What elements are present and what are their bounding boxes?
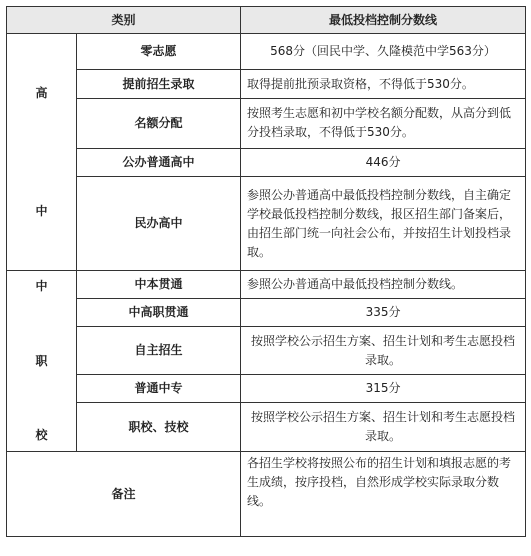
row-value: 取得提前批预录取资格，不得低于530分。 <box>241 70 526 99</box>
header-category: 类别 <box>7 7 241 34</box>
group-label-vocational <box>7 271 77 452</box>
table-row <box>7 148 526 177</box>
row-type-label: 中本贯通 <box>77 271 241 299</box>
remarks-row <box>7 452 526 537</box>
group-char: 中 <box>35 203 48 218</box>
group-char: 中 <box>35 279 48 293</box>
table-row <box>7 271 526 299</box>
row-value: 参照公办普通高中最低投档控制分数线。 <box>241 271 526 299</box>
remarks-value: 各招生学校将按照公布的招生计划和填报志愿的考生成绩，按序投档，自然形成学校实际录取分数线。 <box>241 452 526 537</box>
row-value: 446分 <box>241 148 526 177</box>
row-type-label: 普通中专 <box>77 375 241 403</box>
row-type-label: 自主招生 <box>77 327 241 375</box>
table-row <box>7 375 526 403</box>
row-type-label: 中高职贯通 <box>77 299 241 327</box>
row-type-label: 提前招生录取 <box>77 70 241 99</box>
group-char: 职 <box>35 353 48 368</box>
row-type-label: 公办普通高中 <box>77 148 241 177</box>
row-value: 按照考生志愿和初中学校名额分配数，从高分到低分投档录取，不得低于530分。 <box>241 99 526 149</box>
row-value: 参照公办普通高中最低投档控制分数线，自主确定学校最低投档控制分数线，报区招生部门备案后，由招生部门统一向社会公布，并按招生计划投档录取。 <box>241 177 526 271</box>
table-row <box>7 177 526 271</box>
row-type-label: 名额分配 <box>77 99 241 149</box>
row-value: 按照学校公示招生方案、招生计划和考生志愿投档录取。 <box>241 403 526 452</box>
table-row <box>7 99 526 149</box>
header-min-score: 最低投档控制分数线 <box>241 7 526 34</box>
row-type-label: 零志愿 <box>77 34 241 70</box>
table-header-row <box>7 7 526 34</box>
table-row <box>7 403 526 452</box>
row-type-label: 职校、技校 <box>77 403 241 452</box>
remarks-label: 备注 <box>7 452 241 537</box>
row-value: 568分（回民中学、久隆模范中学563分） <box>241 34 526 70</box>
row-value: 315分 <box>241 375 526 403</box>
table-row <box>7 327 526 375</box>
row-type-label: 民办高中 <box>77 177 241 271</box>
table-row <box>7 34 526 70</box>
row-value: 按照学校公示招生方案、招生计划和考生志愿投档录取。 <box>241 327 526 375</box>
admission-score-table <box>6 6 526 537</box>
group-char: 高 <box>35 85 48 100</box>
row-value: 335分 <box>241 299 526 327</box>
group-char: 校 <box>35 428 48 442</box>
table-row <box>7 299 526 327</box>
table-row <box>7 70 526 99</box>
group-label-high-school <box>7 34 77 271</box>
